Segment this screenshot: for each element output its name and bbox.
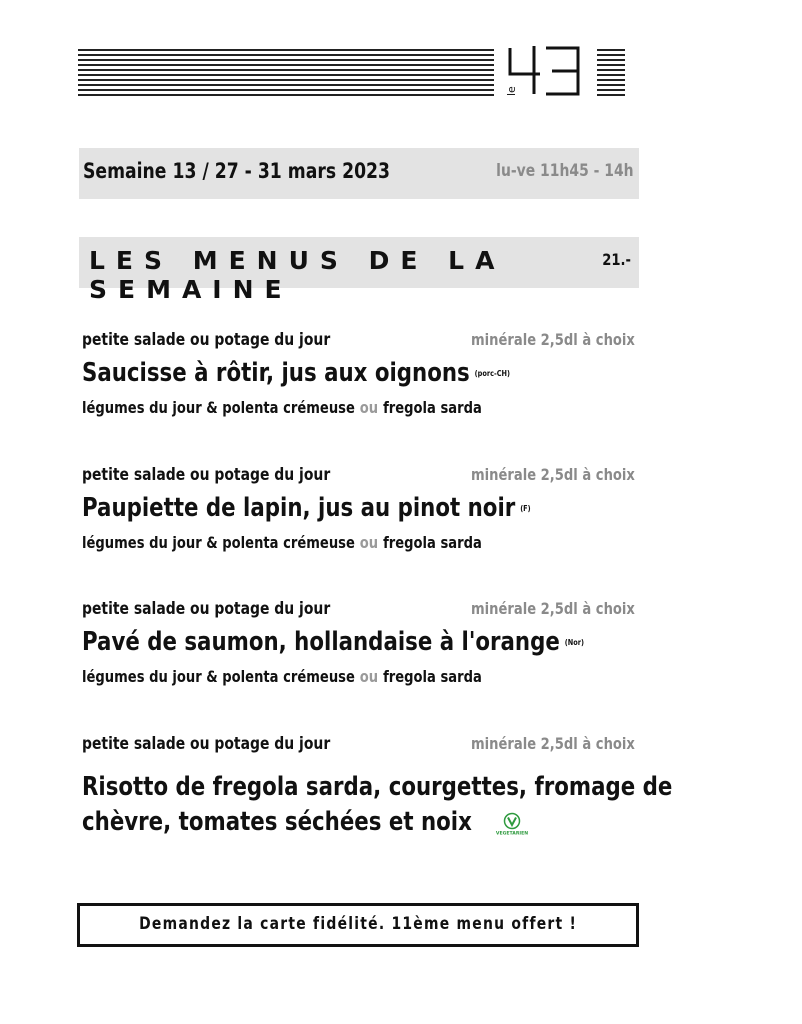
side-a: légumes du jour & polenta crémeuse	[82, 667, 355, 686]
menu-starter: petite salade ou potage du jour	[82, 330, 331, 350]
dish-line-2: chèvre, tomates séchées et noix	[82, 807, 472, 837]
vegetarian-icon	[495, 812, 529, 837]
side-b: fregola sarda	[383, 533, 482, 552]
header-rule-right	[597, 49, 625, 95]
logo-prefix: le	[505, 86, 518, 96]
side-or: ou	[359, 667, 379, 686]
logo	[500, 44, 592, 98]
header-rule-left	[78, 49, 494, 95]
loyalty-banner	[77, 903, 639, 947]
dish-name: Saucisse à rôtir, jus aux oignons	[82, 358, 470, 388]
dish-origin: (porc-CH)	[474, 369, 511, 378]
side-or: ou	[359, 533, 379, 552]
menu-starter: petite salade ou potage du jour	[82, 599, 331, 619]
menu-starter: petite salade ou potage du jour	[82, 465, 331, 485]
opening-hours: lu-ve 11h45 - 14h	[496, 161, 634, 181]
menu-sides	[82, 533, 482, 552]
dish-name: Paupiette de lapin, jus au pinot noir	[82, 493, 516, 523]
menu-water: minérale 2,5dl à choix	[471, 734, 635, 753]
side-a: légumes du jour & polenta crémeuse	[82, 533, 355, 552]
loyalty-text: Demandez la carte fidélité. 11ème menu offert !	[138, 914, 578, 934]
menu-price: 21.-	[602, 250, 631, 269]
dish-origin: (Nor)	[564, 638, 584, 647]
menu-water: minérale 2,5dl à choix	[471, 599, 635, 618]
menu-water: minérale 2,5dl à choix	[471, 465, 635, 484]
side-b: fregola sarda	[383, 667, 482, 686]
menu-item-vegetarian	[82, 734, 673, 844]
menu-dish	[82, 770, 802, 840]
menu-sides	[82, 667, 482, 686]
side-a: légumes du jour & polenta crémeuse	[82, 398, 355, 417]
menu-sides	[82, 398, 482, 417]
menus-title: LES MENUS DE LA SEMAINE	[89, 246, 506, 304]
loyalty-text-wrap	[80, 914, 636, 934]
menu-dish	[82, 358, 510, 388]
dish-name: Pavé de saumon, hollandaise à l'orange	[82, 627, 560, 657]
menu-dish	[82, 493, 531, 523]
menus-title-bar	[79, 237, 639, 304]
vegetarian-label: VEGETARIEN	[495, 831, 529, 837]
week-bar	[79, 148, 639, 199]
menu-item	[82, 330, 638, 420]
menu-starter: petite salade ou potage du jour	[82, 734, 331, 754]
menu-water: minérale 2,5dl à choix	[471, 330, 635, 349]
menu-dish	[82, 627, 584, 657]
week-label: Semaine 13 / 27 - 31 mars 2023	[83, 159, 391, 183]
menu-item	[82, 465, 638, 555]
menu-item	[82, 599, 638, 689]
dish-origin: (F)	[520, 504, 531, 513]
side-b: fregola sarda	[383, 398, 482, 417]
side-or: ou	[359, 398, 379, 417]
dish-line-1: Risotto de fregola sarda, courgettes, fromage de	[82, 772, 673, 802]
